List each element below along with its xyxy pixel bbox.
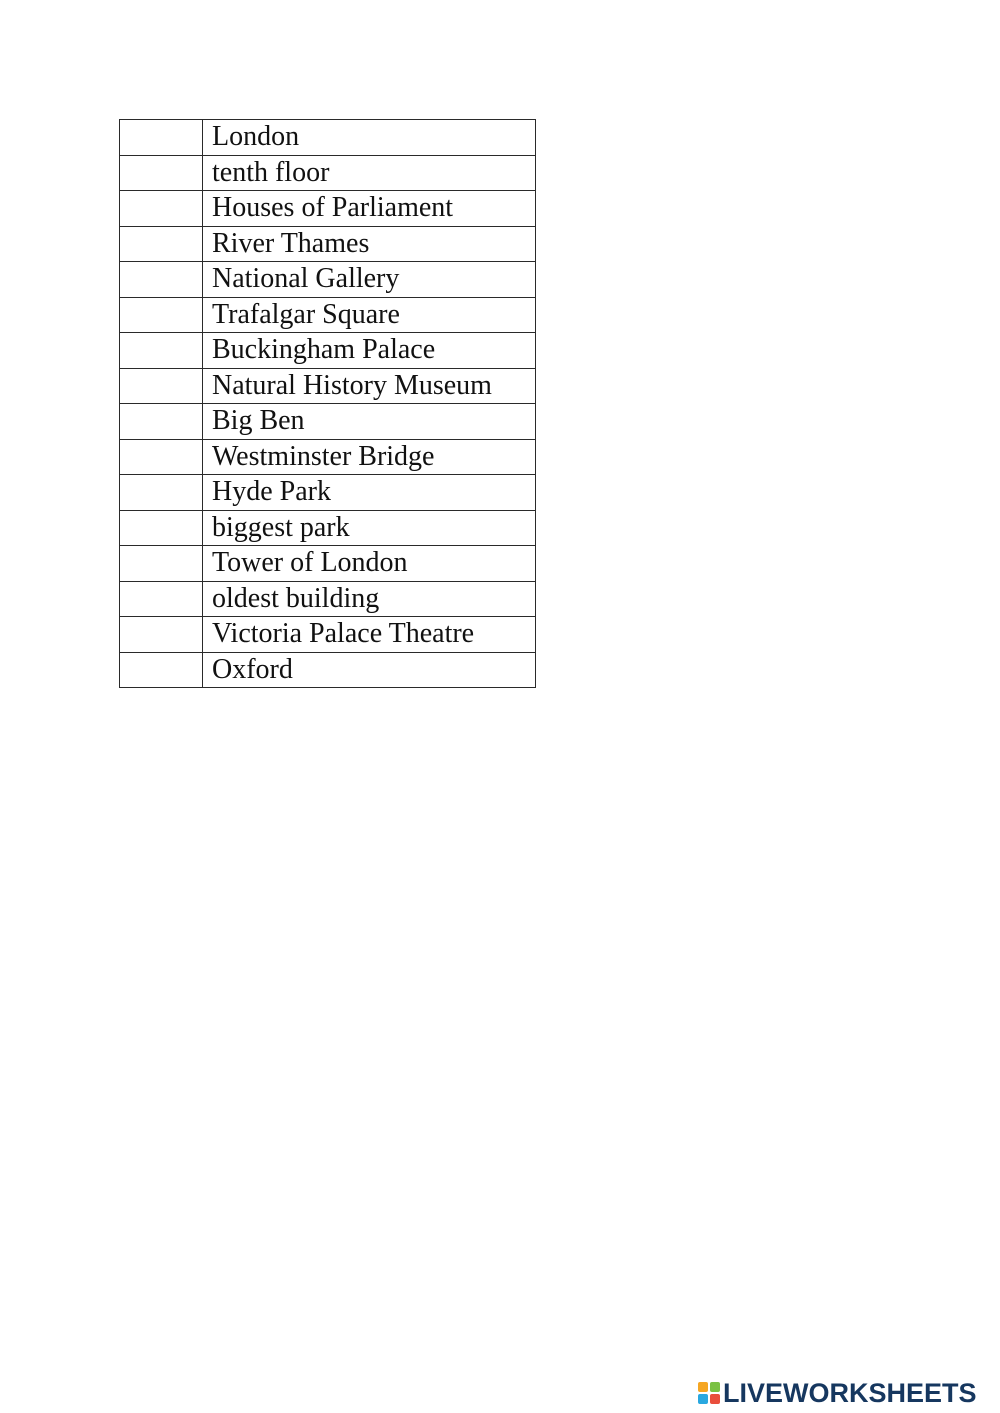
term-cell: Buckingham Palace <box>203 333 536 369</box>
table-row <box>120 652 536 688</box>
table-row <box>120 439 536 475</box>
answer-cell[interactable] <box>120 652 203 688</box>
term-cell: Big Ben <box>203 404 536 440</box>
term-cell: London <box>203 120 536 156</box>
answer-cell[interactable] <box>120 333 203 369</box>
table-row <box>120 404 536 440</box>
term-cell: River Thames <box>203 226 536 262</box>
answer-cell[interactable] <box>120 297 203 333</box>
answer-cell[interactable] <box>120 546 203 582</box>
table-row <box>120 617 536 653</box>
answer-cell[interactable] <box>120 120 203 156</box>
term-cell: Victoria Palace Theatre <box>203 617 536 653</box>
table-row <box>120 581 536 617</box>
term-cell: Natural History Museum <box>203 368 536 404</box>
answer-cell[interactable] <box>120 439 203 475</box>
answer-cell[interactable] <box>120 404 203 440</box>
table-row <box>120 475 536 511</box>
table-row <box>120 510 536 546</box>
term-cell: biggest park <box>203 510 536 546</box>
table-row <box>120 155 536 191</box>
answer-cell[interactable] <box>120 155 203 191</box>
logo-grid-icon <box>698 1382 720 1404</box>
table-row <box>120 120 536 156</box>
logo-square <box>698 1382 708 1392</box>
term-cell: Tower of London <box>203 546 536 582</box>
term-cell: Westminster Bridge <box>203 439 536 475</box>
table-row <box>120 546 536 582</box>
table-row <box>120 226 536 262</box>
answer-cell[interactable] <box>120 617 203 653</box>
term-cell: Houses of Parliament <box>203 191 536 227</box>
term-cell: Oxford <box>203 652 536 688</box>
answer-cell[interactable] <box>120 368 203 404</box>
table-row <box>120 333 536 369</box>
logo-square <box>710 1382 720 1392</box>
table-row <box>120 191 536 227</box>
answer-cell[interactable] <box>120 226 203 262</box>
table-row <box>120 368 536 404</box>
table-row <box>120 297 536 333</box>
liveworksheets-logo[interactable] <box>698 1378 977 1408</box>
term-cell: Hyde Park <box>203 475 536 511</box>
logo-square <box>698 1394 708 1404</box>
term-cell: oldest building <box>203 581 536 617</box>
term-cell: tenth floor <box>203 155 536 191</box>
answer-cell[interactable] <box>120 262 203 298</box>
answer-cell[interactable] <box>120 510 203 546</box>
logo-square <box>710 1394 720 1404</box>
matching-table <box>119 119 536 688</box>
term-cell: Trafalgar Square <box>203 297 536 333</box>
answer-cell[interactable] <box>120 191 203 227</box>
table-row <box>120 262 536 298</box>
answer-cell[interactable] <box>120 581 203 617</box>
logo-text: LIVEWORKSHEETS <box>723 1378 977 1408</box>
term-cell: National Gallery <box>203 262 536 298</box>
answer-cell[interactable] <box>120 475 203 511</box>
